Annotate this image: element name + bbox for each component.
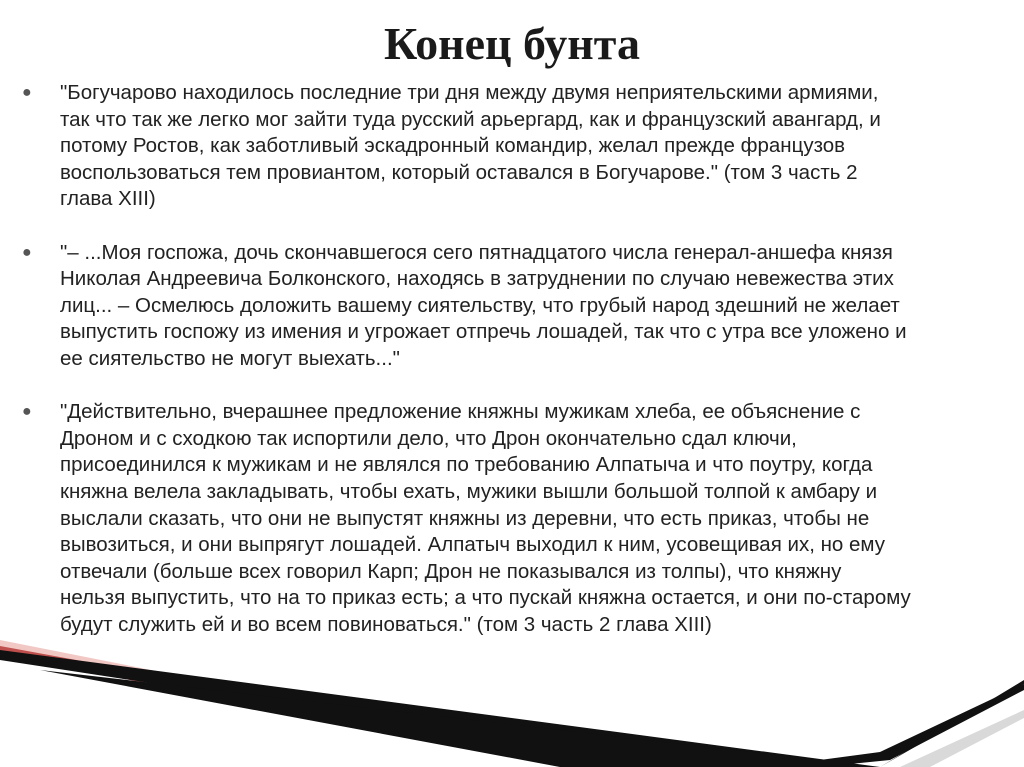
- bullet-1-line-3: потому Ростов, как заботливый эскадронный командир, желал прежде французов: [60, 134, 846, 158]
- decorative-swoosh: [0, 600, 1024, 767]
- bullet-2-line-1: "– ...Моя госпожа, дочь скончавшегося сего пятнадцатого числа генерал-аншефа князя: [60, 240, 893, 264]
- slide-title: Конец бунта: [384, 18, 640, 69]
- bullet-2-line-4: выпустить госпожу из имения и угрожает отпречь лошадей, так что с утра все уложено и: [60, 320, 907, 344]
- bullet-3-line-5: выслали сказать, что они не выпустят княжны из деревни, что есть приказ, чтобы не: [60, 506, 870, 530]
- bullet-2-line-3: лиц... – Осмелюсь доложить вашему сиятельству, что грубый народ здешний не желает: [60, 293, 900, 317]
- bullet-3-line-8: нельзя выпустить, что на то приказ есть; а что пускай княжна остается, и они по-старому: [60, 586, 911, 610]
- bullet-dot-icon: ●: [22, 243, 32, 261]
- bullet-3-line-9: будут служить ей и во всем повиноваться." (том 3 часть 2 глава XIII): [60, 612, 712, 636]
- bullet-3-line-2: Дроном и с сходкою так испортили дело, что Дрон окончательно сдал ключи,: [60, 426, 797, 450]
- bullet-3-line-3: присоединился к мужикам и не являлся по требованию Алпатыча и что поутру, когда: [60, 453, 873, 477]
- bullet-dot-icon: ●: [22, 403, 32, 421]
- bullet-3-line-4: княжна велела закладывать, чтобы ехать, мужики вышли большой толпой к амбару и: [60, 479, 878, 503]
- bullet-2-line-5: ее сиятельство не могут выехать...": [60, 346, 400, 370]
- bullet-3-line-7: отвечали (больше всех говорил Карп; Дрон не показывался из толпы), что княжну: [60, 559, 842, 583]
- slide-body: [22, 80, 1012, 665]
- bullet-1-line-1: "Богучарово находилось последние три дня между двумя неприятельскими армиями,: [60, 81, 879, 104]
- bullet-1-line-2: так что так же легко мог зайти туда русский арьергард, как и французский авангард, и: [60, 107, 881, 131]
- bullet-dot-icon: ●: [22, 84, 32, 101]
- bullet-1-line-5: глава XIII): [60, 187, 156, 211]
- bullet-item-2: [22, 240, 1012, 373]
- bullet-item-1: [22, 80, 1012, 213]
- bullet-2-line-2: Николая Андреевича Болконского, находясь в затруднении по случаю невежества этих: [60, 267, 894, 291]
- bullet-3-line-6: вывозиться, и они выпрягут лошадей. Алпатыч выходил к ним, усовещивая их, но ему: [60, 533, 885, 557]
- bullet-1-line-4: воспользоваться тем провиантом, который оставался в Богучарове." (том 3 часть 2: [60, 160, 858, 184]
- bullet-3-line-1: "Действительно, вчерашнее предложение княжны мужикам хлеба, ее объяснение с: [60, 400, 861, 424]
